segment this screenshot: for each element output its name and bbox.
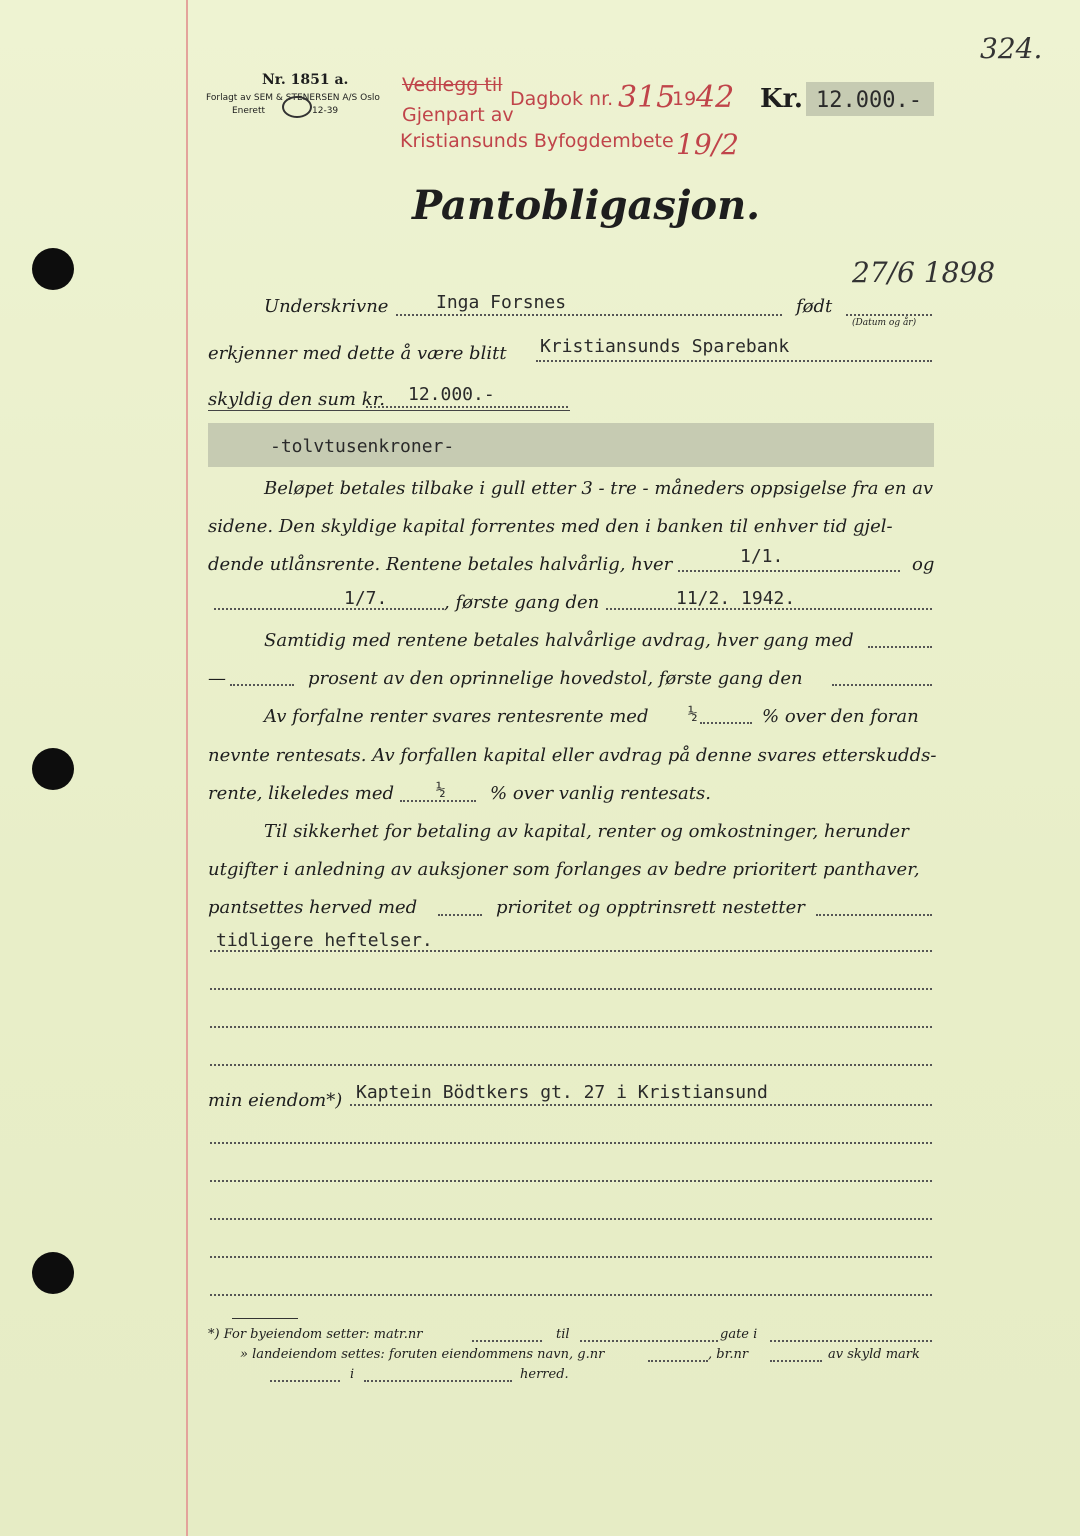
footnote-line: i (350, 1367, 355, 1382)
dotted-line (868, 646, 932, 648)
publisher-code: 12-39 (312, 106, 339, 116)
stamp-strikethrough: Vedlegg til (402, 74, 503, 96)
footnote-line: til (556, 1327, 570, 1342)
publisher-logo-icon (282, 96, 312, 118)
margin-line (186, 0, 188, 1536)
dotted-line (580, 1340, 718, 1342)
dotted-line (396, 314, 782, 316)
kr-amount: 12.000.- (816, 88, 922, 113)
interest-date-2: 1/7. (344, 588, 388, 609)
form-number: Nr. 1851 a. (262, 72, 349, 88)
dotted-line (210, 1256, 932, 1258)
body-line: pantsettes herved med (208, 897, 418, 918)
footnote-line: , br.nr (708, 1347, 749, 1362)
punch-hole (32, 1252, 74, 1294)
dotted-line (214, 608, 444, 610)
dotted-line (770, 1340, 932, 1342)
dotted-line (400, 800, 476, 802)
interest-date-1: 1/1. (740, 546, 784, 567)
dotted-line (700, 722, 752, 724)
dotted-line (770, 1360, 822, 1362)
footnote-line: herred. (520, 1367, 569, 1382)
dotted-line (210, 1142, 932, 1144)
erkjenner-label: erkjenner med dette å være blitt (208, 343, 507, 364)
sum-words: -tolvtusenkroner- (270, 436, 455, 457)
stamp-office: Kristiansunds Byfogdembete (400, 130, 674, 152)
footnote-line: » landeiendom settes: foruten eiendommens navn, g.nr (240, 1347, 605, 1362)
underskrivne-label: Underskrivne (264, 296, 389, 317)
body-line: prosent av den oprinnelige hovedstol, første gang den (308, 668, 803, 689)
dotted-line (846, 314, 932, 316)
dagbok-year-prefix: 19 (672, 88, 697, 110)
prior-liens-value: tidligere heftelser. (216, 930, 433, 951)
fodt-label: født (796, 296, 833, 317)
body-line: % over den foran (762, 706, 919, 727)
body-line: , første gang den (444, 592, 600, 613)
punch-hole (32, 248, 74, 290)
footnote-line: gate i (720, 1327, 758, 1342)
dotted-line (366, 406, 568, 408)
stamp-gjenpart: Gjenpart av (402, 104, 514, 126)
sum-value: 12.000.- (408, 384, 495, 405)
body-line: Til sikkerhet for betaling av kapital, renter og omkostninger, herunder (264, 821, 909, 842)
rentesrente-value: ½ (688, 704, 698, 723)
eiendom-label: min eiendom*) (208, 1090, 343, 1111)
kr-label: Kr. (760, 84, 803, 114)
underline (208, 410, 570, 411)
dotted-line (678, 570, 900, 572)
dagbok-year: 42 (696, 80, 735, 115)
dotted-line (230, 684, 294, 686)
dagbok-number: 315 (618, 80, 676, 115)
punch-hole (32, 748, 74, 790)
dagbok-label: Dagbok nr. (510, 88, 614, 110)
body-line: — (208, 668, 226, 689)
dotted-line (210, 988, 932, 990)
footnote-rule (232, 1318, 298, 1319)
fodt-note: (Datum og år) (852, 318, 917, 328)
dotted-line (648, 1360, 708, 1362)
date-handwritten: 19/2 (676, 128, 739, 161)
property-value: Kaptein Bödtkers gt. 27 i Kristiansund (356, 1082, 768, 1103)
dotted-line (210, 1180, 932, 1182)
page-number: 324. (980, 32, 1043, 65)
body-line: rente, likeledes med (208, 783, 395, 804)
creditor-value: Kristiansunds Sparebank (540, 336, 790, 357)
skyldig-label: skyldig den sum kr. (208, 389, 385, 410)
body-line: Av forfalne renter svares rentesrente med (264, 706, 649, 727)
dotted-line (350, 1104, 932, 1106)
dotted-line (364, 1380, 512, 1382)
dotted-line (210, 1064, 932, 1066)
dotted-line (472, 1340, 542, 1342)
publisher-line: Forlagt av SEM & STENERSEN A/S Oslo (206, 93, 380, 103)
footnote-line: *) For byeiendom setter: matr.nr (208, 1327, 423, 1342)
dotted-line (816, 914, 932, 916)
page-title: Pantobligasjon. (412, 182, 761, 229)
dotted-line (210, 1026, 932, 1028)
first-date: 11/2. 1942. (676, 588, 796, 609)
body-line: prioritet og opptrinsrett nestetter (496, 897, 805, 918)
publisher-enerett: Enerett (232, 106, 266, 116)
body-line: og (912, 554, 935, 575)
dotted-line (438, 914, 482, 916)
body-line: dende utlånsrente. Rentene betales halvårlig, hver (208, 554, 673, 575)
fodt-value: 27/6 1898 (852, 256, 996, 289)
body-line: utgifter i anledning av auksjoner som forlanges av bedre prioritert panthaver, (208, 859, 920, 880)
body-line: Beløpet betales tilbake i gull etter 3 - tre - måneders oppsigelse fra en av (264, 478, 934, 499)
dotted-line (536, 360, 932, 362)
body-line: sidene. Den skyldige kapital forrentes med den i banken til enhver tid gjel- (208, 516, 893, 537)
etterskudd-value: ½ (436, 780, 446, 799)
dotted-line (210, 1294, 932, 1296)
footnote-line: av skyld mark (828, 1347, 920, 1362)
dotted-line (270, 1380, 340, 1382)
body-line: nevnte rentesats. Av forfallen kapital eller avdrag på denne svares etterskudds- (208, 745, 937, 766)
body-line: Samtidig med rentene betales halvårlige avdrag, hver gang med (264, 630, 854, 651)
dotted-line (210, 1218, 932, 1220)
underskrivne-value: Inga Forsnes (436, 292, 567, 313)
dotted-line (832, 684, 932, 686)
body-line: % over vanlig rentesats. (490, 783, 711, 804)
